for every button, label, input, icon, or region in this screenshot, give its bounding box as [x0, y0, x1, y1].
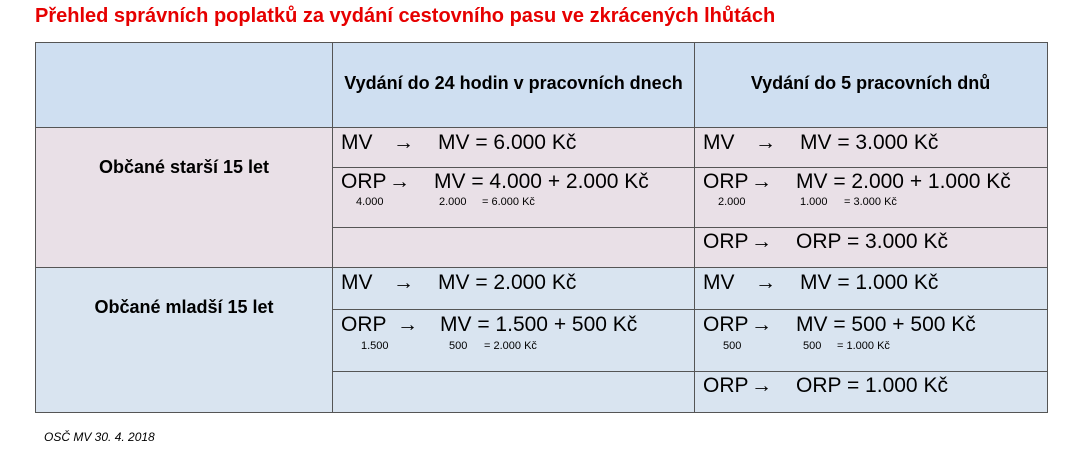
fee-breakdown-b: 2.000 — [439, 196, 467, 208]
fee-line: ORP → MV = 500 + 500 Kč — [703, 313, 976, 336]
row-divider — [36, 127, 1047, 128]
arrow-icon: → — [393, 131, 414, 154]
row-divider — [332, 371, 1047, 372]
arrow-icon: → — [751, 374, 772, 397]
fee-breakdown-a: 2.000 — [718, 196, 746, 208]
column-header-5days: Vydání do 5 pracovních dnů — [750, 73, 991, 93]
arrow-icon: → — [751, 313, 772, 336]
fee-table — [35, 42, 1048, 413]
fee-breakdown-total: = 1.000 Kč — [837, 340, 890, 352]
fee-line: MV → MV = 3.000 Kč — [703, 131, 939, 154]
page-title: Přehled správních poplatků za vydání cestovního pasu ve zkrácených lhůtách — [35, 5, 776, 27]
group-label-older: Občané starší 15 let — [98, 157, 270, 177]
arrow-icon: → — [389, 170, 410, 193]
fee-breakdown-b: 1.000 — [800, 196, 828, 208]
fee-line: MV → MV = 2.000 Kč — [341, 271, 577, 294]
fee-breakdown-a: 1.500 — [361, 340, 389, 352]
row-divider — [332, 167, 1047, 168]
arrow-icon: → — [397, 313, 418, 336]
fee-line: ORP → ORP = 1.000 Kč — [703, 374, 948, 397]
fee-breakdown-b: 500 — [803, 340, 822, 352]
arrow-icon: → — [751, 170, 772, 193]
fee-breakdown-total: = 3.000 Kč — [844, 196, 897, 208]
fee-breakdown-a: 4.000 — [356, 196, 384, 208]
fee-breakdown-total: = 6.000 Kč — [482, 196, 535, 208]
row-divider — [36, 267, 1047, 268]
fee-line: ORP → MV = 2.000 + 1.000 Kč — [703, 170, 1011, 193]
fee-line: ORP → MV = 4.000 + 2.000 Kč — [341, 170, 649, 193]
fee-breakdown-total: = 2.000 Kč — [484, 340, 537, 352]
fee-line: ORP → ORP = 3.000 Kč — [703, 230, 948, 253]
arrow-icon: → — [393, 271, 414, 294]
fee-breakdown-a: 500 — [723, 340, 742, 352]
fee-line: MV → MV = 6.000 Kč — [341, 131, 577, 154]
source-footer: OSČ MV 30. 4. 2018 — [44, 430, 155, 444]
arrow-icon: → — [755, 131, 776, 154]
row-divider — [332, 227, 1047, 228]
fee-line: MV → MV = 1.000 Kč — [703, 271, 939, 294]
row-divider — [332, 309, 1047, 310]
arrow-icon: → — [751, 230, 772, 253]
fee-line: ORP → MV = 1.500 + 500 Kč — [341, 313, 638, 336]
arrow-icon: → — [755, 271, 776, 294]
column-header-24h: Vydání do 24 hodin v pracovních dnech — [344, 73, 683, 93]
group-label-younger: Občané mladší 15 let — [94, 297, 274, 317]
fee-breakdown-b: 500 — [449, 340, 468, 352]
